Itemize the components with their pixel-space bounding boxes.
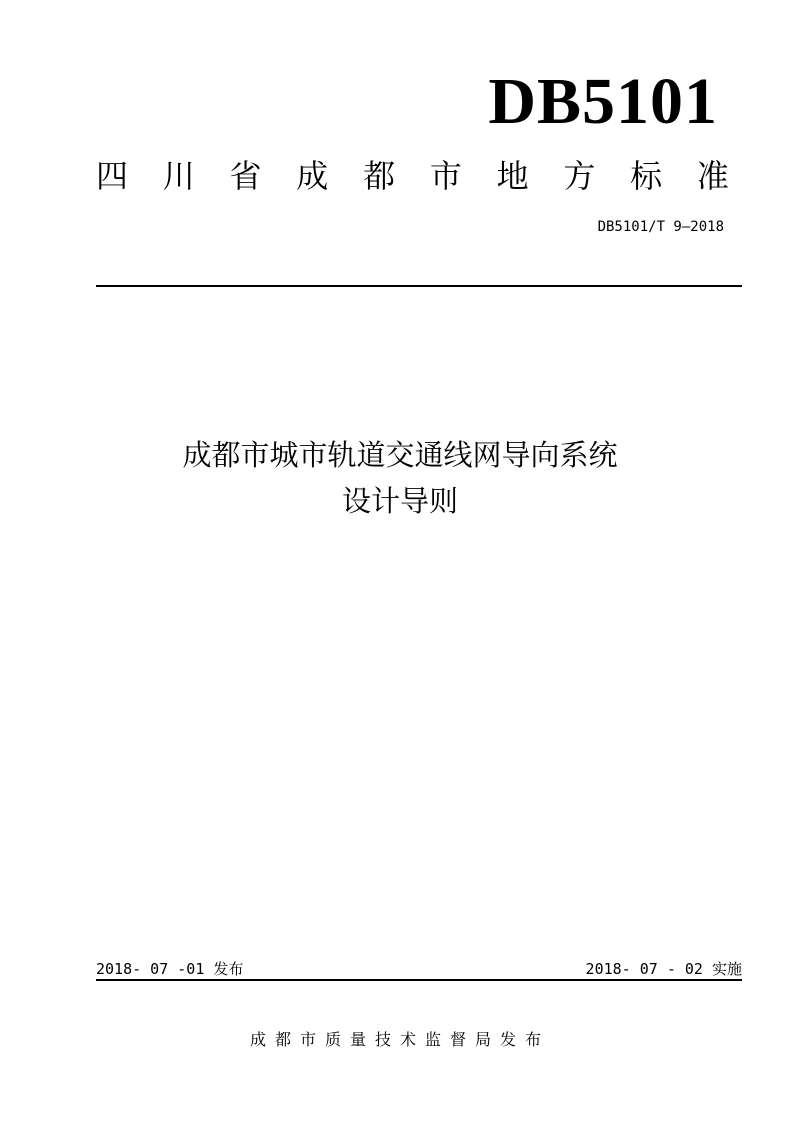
standard-number: DB5101/T 9—2018 xyxy=(597,219,724,235)
document-title xyxy=(0,432,800,524)
top-divider xyxy=(96,285,742,287)
standard-type-char: 准 xyxy=(696,157,729,195)
standard-type-char: 地 xyxy=(496,157,529,195)
implement-date-group xyxy=(586,959,742,979)
standard-code: DB5101 xyxy=(488,65,718,138)
date-row xyxy=(96,959,742,979)
title-line-1: 成都市城市轨道交通线网导向系统 xyxy=(182,438,618,472)
standard-type-char: 川 xyxy=(162,157,195,195)
standard-type-char: 方 xyxy=(563,157,596,195)
standard-type-char: 成 xyxy=(296,157,329,195)
implement-label: 实施 xyxy=(711,960,742,978)
publish-label: 发布 xyxy=(213,960,244,978)
standard-type-char: 标 xyxy=(630,157,663,195)
bottom-divider xyxy=(96,979,742,981)
standard-type-char: 市 xyxy=(429,157,462,195)
issuing-authority: 成都市质量技术监督局发布 xyxy=(249,1030,550,1049)
implement-date: 2018- 07 - 02 xyxy=(585,960,703,978)
standard-type xyxy=(96,154,729,198)
title-line-2: 设计导则 xyxy=(341,484,458,518)
standard-type-char: 省 xyxy=(229,157,262,195)
standard-type-char: 都 xyxy=(363,157,396,195)
standard-type-char: 四 xyxy=(96,157,129,195)
publish-date: 2018- 07 -01 xyxy=(96,960,205,978)
publish-date-group xyxy=(96,959,243,979)
